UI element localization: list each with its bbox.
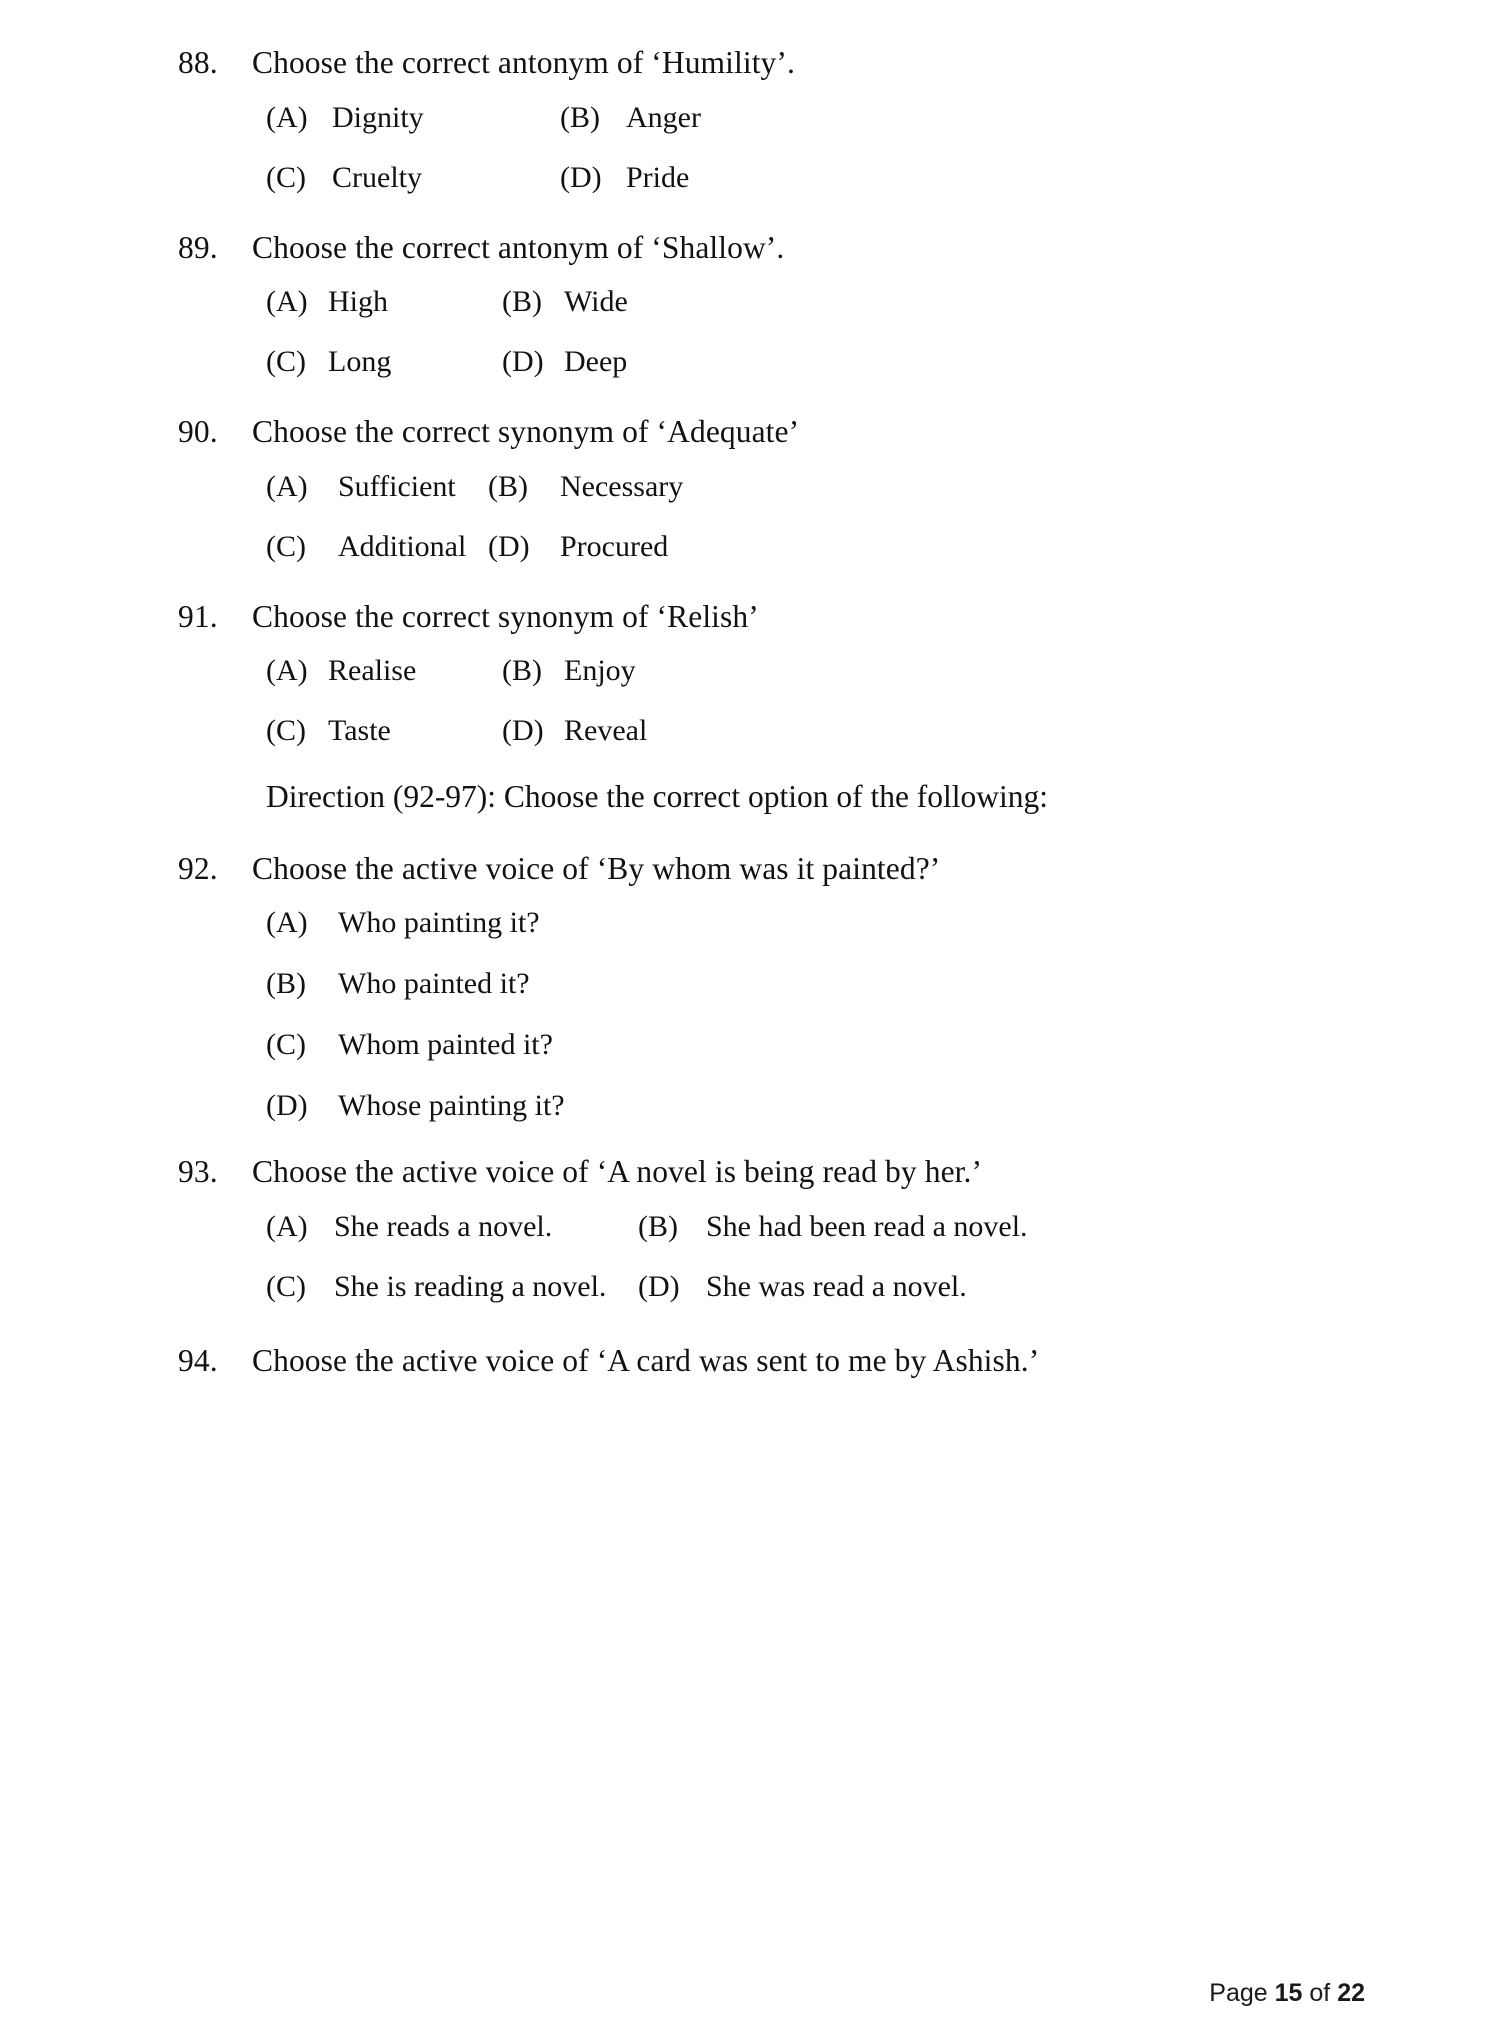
question-text: Choose the active voice of ‘By whom was it painted?’ (252, 850, 941, 886)
page-label: Page (1209, 1979, 1268, 2007)
option-row (266, 711, 1365, 750)
option-a[interactable] (266, 651, 502, 690)
option-row (266, 1025, 1365, 1064)
option-a[interactable] (266, 98, 560, 137)
option-value: Reveal (564, 714, 648, 748)
option-key: (B) (266, 967, 306, 1001)
option-d[interactable] (502, 342, 627, 381)
option-b[interactable] (560, 98, 701, 137)
question-text: Choose the correct antonym of ‘Humility’. (252, 45, 795, 80)
option-key: (D) (488, 529, 530, 563)
option-value: Who painted it? (338, 967, 530, 1001)
option-value: Anger (626, 100, 701, 134)
option-key: (A) (266, 285, 308, 319)
option-value: Who painting it? (338, 906, 540, 940)
option-key: (D) (560, 160, 602, 194)
question-heading (178, 42, 1365, 84)
option-d[interactable] (560, 158, 689, 197)
question-heading (178, 596, 1365, 638)
option-value: Taste (328, 714, 391, 748)
option-a[interactable] (266, 1207, 638, 1246)
question-block-94 (178, 1340, 1365, 1382)
option-row (266, 158, 1365, 197)
option-value: Dignity (332, 100, 424, 134)
option-value: High (328, 285, 388, 319)
option-a[interactable] (266, 467, 488, 506)
option-value: Wide (564, 285, 628, 319)
question-heading (178, 1151, 1365, 1193)
question-block-92 (178, 848, 1365, 1126)
option-b[interactable] (638, 1207, 1028, 1246)
option-key: (B) (488, 469, 528, 503)
option-c[interactable] (266, 342, 502, 381)
option-c[interactable] (266, 1267, 638, 1306)
option-c[interactable] (266, 711, 502, 750)
question-text: Choose the correct synonym of ‘Relish’ (252, 598, 759, 634)
option-value: Whom painted it? (338, 1028, 553, 1062)
question-heading (178, 227, 1365, 269)
option-key: (C) (266, 714, 306, 748)
option-key: (A) (266, 1210, 308, 1244)
question-block-89 (178, 227, 1365, 382)
page-separator: of (1309, 1979, 1331, 2007)
question-heading (178, 411, 1365, 453)
option-key: (C) (266, 1028, 306, 1062)
question-number: 94. (178, 1343, 218, 1379)
option-list (178, 1207, 1365, 1306)
option-key: (B) (638, 1210, 678, 1244)
question-block-88 (178, 42, 1365, 197)
option-a[interactable] (266, 282, 502, 321)
option-row (266, 467, 1365, 506)
option-b[interactable] (502, 282, 628, 321)
direction-instruction: Direction (92-97): Choose the correct option of the following: (266, 779, 1049, 815)
option-key: (C) (266, 345, 306, 379)
option-key: (B) (560, 100, 600, 134)
question-text: Choose the correct antonym of ‘Shallow’. (252, 229, 785, 265)
option-list (178, 651, 1365, 750)
option-b[interactable] (488, 467, 683, 506)
option-row (266, 1207, 1365, 1246)
question-block-93 (178, 1151, 1365, 1306)
option-c[interactable] (266, 1025, 553, 1064)
option-value: Whose painting it? (338, 1089, 565, 1123)
option-key: (A) (266, 100, 308, 134)
option-key: (A) (266, 654, 308, 688)
option-row (266, 342, 1365, 381)
question-number: 88. (178, 45, 218, 80)
option-d[interactable] (266, 1086, 565, 1125)
option-a[interactable] (266, 903, 540, 942)
option-value: She had been read a novel. (706, 1210, 1028, 1244)
option-key: (D) (638, 1270, 680, 1304)
option-value: Sufficient (338, 469, 456, 503)
option-key: (D) (502, 345, 544, 379)
question-heading (178, 848, 1365, 890)
option-row (266, 651, 1365, 690)
option-key: (D) (266, 1089, 308, 1123)
option-value: She is reading a novel. (334, 1270, 607, 1304)
question-block-91 (178, 596, 1365, 751)
option-value: Deep (564, 345, 628, 379)
option-row (266, 964, 1365, 1003)
option-d[interactable] (638, 1267, 967, 1306)
option-list (178, 903, 1365, 1125)
option-key: (A) (266, 469, 308, 503)
option-key: (C) (266, 529, 306, 563)
question-heading (178, 1340, 1365, 1382)
question-number: 93. (178, 1154, 218, 1190)
option-key: (C) (266, 160, 306, 194)
question-block-90 (178, 411, 1365, 566)
option-d[interactable] (488, 527, 668, 566)
question-number: 89. (178, 229, 218, 265)
option-b[interactable] (266, 964, 530, 1003)
page-total: 22 (1337, 1979, 1365, 2007)
option-value: She was read a novel. (706, 1270, 967, 1304)
page-current: 15 (1274, 1979, 1303, 2007)
option-value: Necessary (560, 469, 684, 503)
option-b[interactable] (502, 651, 636, 690)
option-row (266, 282, 1365, 321)
question-text: Choose the correct synonym of ‘Adequate’ (252, 414, 800, 450)
option-row (266, 527, 1365, 566)
option-row (266, 1086, 1365, 1125)
question-text: Choose the active voice of ‘A card was sent to me by Ashish.’ (252, 1343, 1040, 1379)
option-value: Pride (626, 160, 690, 194)
option-value: Enjoy (564, 654, 636, 688)
page-footer (1209, 1979, 1365, 2008)
option-value: Long (328, 345, 392, 379)
option-row (266, 1267, 1365, 1306)
option-key: (D) (502, 714, 544, 748)
option-row (266, 98, 1365, 137)
option-c[interactable] (266, 158, 560, 197)
question-number: 91. (178, 598, 218, 634)
option-d[interactable] (502, 711, 647, 750)
option-list (178, 98, 1365, 197)
option-value: Additional (338, 529, 467, 563)
question-text: Choose the active voice of ‘A novel is being read by her.’ (252, 1154, 983, 1190)
question-number: 92. (178, 850, 218, 886)
option-c[interactable] (266, 527, 488, 566)
option-list (178, 467, 1365, 566)
option-list (178, 282, 1365, 381)
option-value: Cruelty (332, 160, 422, 194)
option-key: (B) (502, 285, 542, 319)
option-row (266, 903, 1365, 942)
option-key: (C) (266, 1270, 306, 1304)
option-value: Procured (560, 529, 669, 563)
option-value: Realise (328, 654, 417, 688)
option-key: (A) (266, 906, 308, 940)
option-key: (B) (502, 654, 542, 688)
question-number: 90. (178, 414, 218, 450)
option-value: She reads a novel. (334, 1210, 553, 1244)
